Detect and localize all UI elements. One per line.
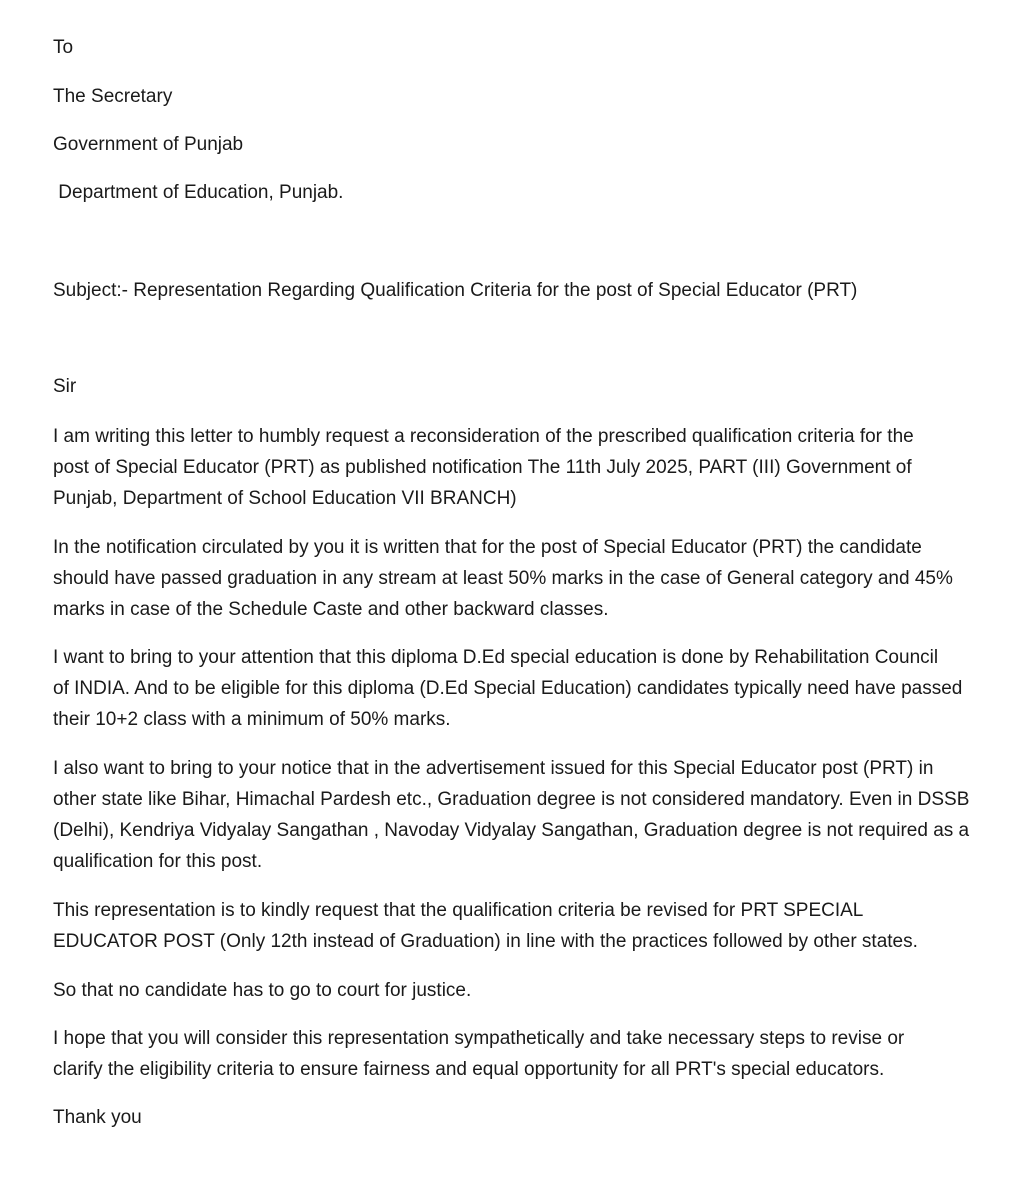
closing-line: Thank you: [53, 1107, 142, 1128]
paragraph-line: I hope that you will consider this representation sympathetically and take necessary steps to revise or: [53, 1028, 905, 1049]
body-paragraph-1: [53, 421, 988, 514]
body-paragraph-3: [53, 642, 988, 735]
body-paragraph-6: [53, 975, 988, 1006]
subject-line: Subject:- Representation Regarding Qualification Criteria for the post of Special Educator (PRT): [53, 280, 858, 301]
paragraph-line: post of Special Educator (PRT) as published notification The 11th July 2025, PART (III) Government of: [53, 457, 912, 478]
body-paragraph-7: [53, 1023, 988, 1085]
body-paragraph-4: [53, 753, 988, 877]
paragraph-line: qualification for this post.: [53, 851, 263, 872]
paragraph-line: should have passed graduation in any stream at least 50% marks in the case of General category and 45%: [53, 568, 953, 589]
paragraph-line: other state like Bihar, Himachal Pardesh etc., Graduation degree is not considered mandatory. Even in DSSB: [53, 789, 970, 810]
address-recipient: The Secretary: [53, 86, 173, 107]
paragraph-line: So that no candidate has to go to court for justice.: [53, 980, 472, 1001]
body-paragraph-2: [53, 532, 988, 625]
paragraph-line: I also want to bring to your notice that in the advertisement issued for this Special Educator post (PRT) in: [53, 758, 934, 779]
paragraph-line: of INDIA. And to be eligible for this diploma (D.Ed Special Education) candidates typically need have passed: [53, 678, 963, 699]
body-paragraph-5: [53, 895, 988, 957]
paragraph-line: (Delhi), Kendriya Vidyalay Sangathan , Navoday Vidyalay Sangathan, Graduation degree is not required as a: [53, 820, 970, 841]
address-organisation: Government of Punjab: [53, 134, 244, 155]
paragraph-line: clarify the eligibility criteria to ensure fairness and equal opportunity for all PRT's special educators.: [53, 1059, 885, 1080]
paragraph-line: their 10+2 class with a minimum of 50% marks.: [53, 709, 451, 730]
address-to: To: [53, 37, 74, 58]
paragraph-line: EDUCATOR POST (Only 12th instead of Graduation) in line with the practices followed by other states.: [53, 931, 918, 952]
paragraph-line: In the notification circulated by you it is written that for the post of Special Educator (PRT) the candidate: [53, 537, 922, 558]
paragraph-line: This representation is to kindly request that the qualification criteria be revised for PRT SPECIAL: [53, 900, 864, 921]
address-department: Department of Education, Punjab.: [53, 182, 344, 203]
salutation: Sir: [53, 376, 77, 397]
paragraph-line: marks in case of the Schedule Caste and other backward classes.: [53, 599, 609, 620]
paragraph-line: Punjab, Department of School Education VII BRANCH): [53, 488, 517, 509]
paragraph-line: I want to bring to your attention that this diploma D.Ed special education is done by Rehabilitation Council: [53, 647, 939, 668]
paragraph-line: I am writing this letter to humbly request a reconsideration of the prescribed qualification criteria for the: [53, 426, 914, 447]
